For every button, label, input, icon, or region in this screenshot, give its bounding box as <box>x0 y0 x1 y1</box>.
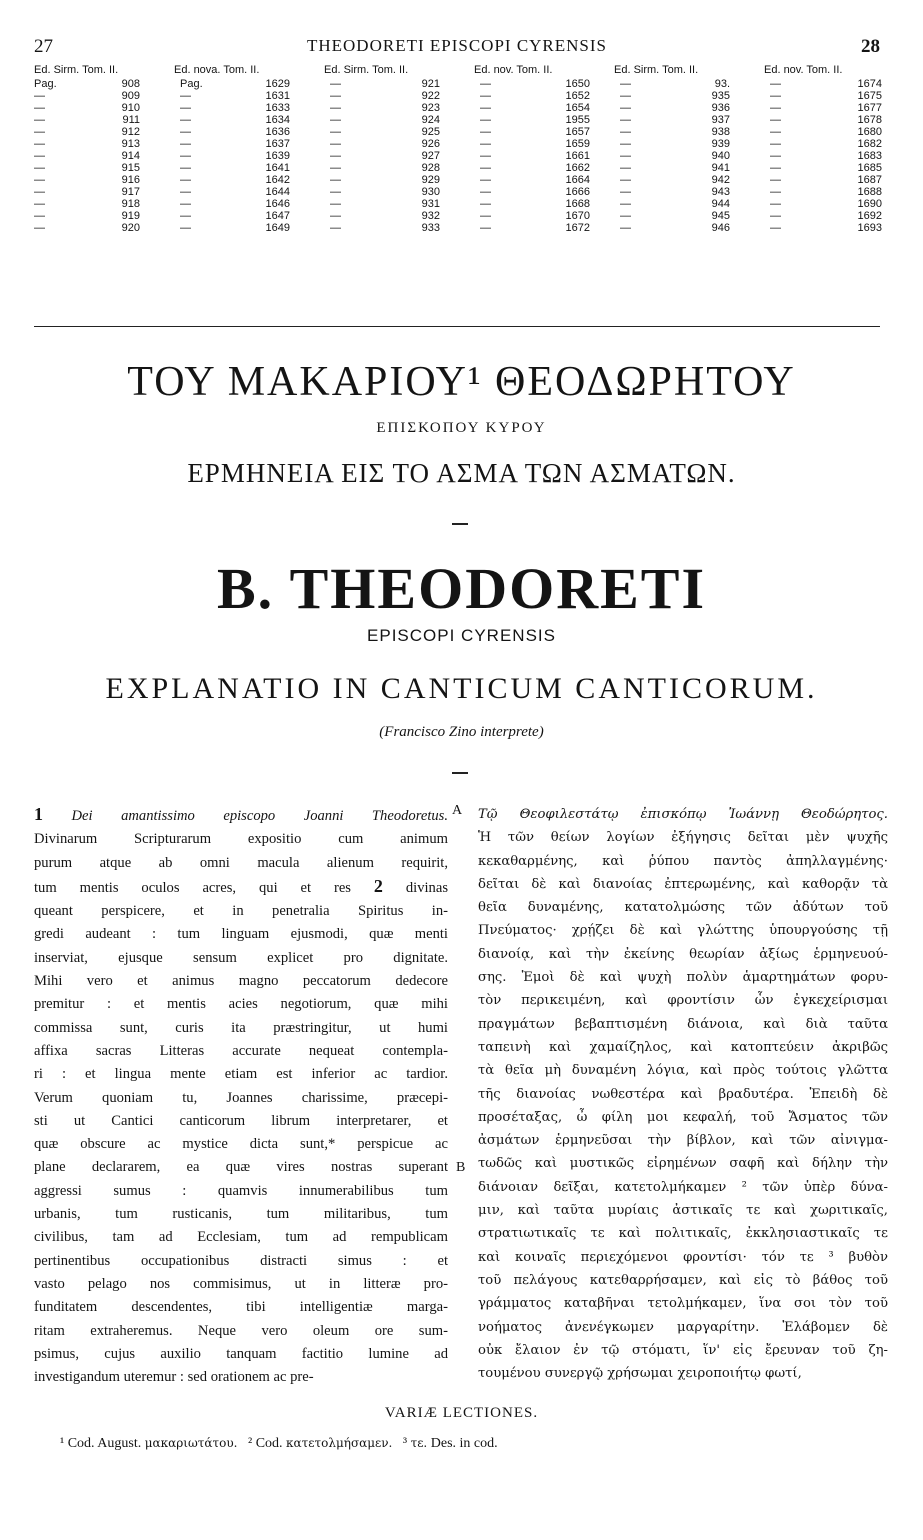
page-number-cell: 1678 <box>857 114 882 126</box>
greek-subtitle: ΕΠΙΣΚΟΠΟΥ ΚΥΡΟΥ <box>376 420 547 436</box>
page-number-cell: 1629 <box>265 78 290 90</box>
section-number: 1 <box>34 804 43 824</box>
page-number-cell: 945 <box>711 210 730 222</box>
dash: — <box>180 126 191 138</box>
page-number-cell: 1633 <box>265 102 290 114</box>
dash: — <box>480 222 491 234</box>
latin-line: Divinarum Scripturarum expositio cum animum <box>34 831 448 848</box>
dash: — <box>180 162 191 174</box>
page-number-cell: 931 <box>421 198 440 210</box>
page-number-cell: 1666 <box>565 186 590 198</box>
greek-line: στρατιωτικαῖς τε καὶ πολιτικαῖς, ἐκκλησιαστικαῖς τε <box>478 1226 888 1242</box>
dash: — <box>34 198 45 210</box>
latin-line: ri : et lingua mente etiam est inferior ac tardior. <box>34 1066 448 1083</box>
latin-line: commissa sunt, curis ita præstringitur, ut humi <box>34 1019 448 1036</box>
page-number-cell: 1672 <box>565 222 590 234</box>
dash: — <box>180 186 191 198</box>
dash: — <box>770 210 781 222</box>
page-number-cell: 909 <box>121 90 140 102</box>
concordance-header-cell: Ed. nov. Tom. II. <box>474 64 553 76</box>
dash: — <box>620 162 631 174</box>
dash: — <box>770 138 781 150</box>
dash: — <box>620 174 631 186</box>
page-number-cell: 1670 <box>565 210 590 222</box>
page-number-cell: 916 <box>121 174 140 186</box>
page-number-cell: 1664 <box>565 174 590 186</box>
page-number-cell: 942 <box>711 174 730 186</box>
concordance-row <box>34 114 884 126</box>
dash: — <box>180 102 191 114</box>
dash: — <box>770 198 781 210</box>
latin-line <box>34 875 448 900</box>
margin-letter-b: B <box>456 1160 466 1175</box>
latin-title: B. THEODORETI <box>216 556 707 621</box>
latin-work-title: EXPLANATIO IN CANTICUM CANTICORUM. <box>105 672 818 705</box>
greek-line: ταπεινὴ καὶ χαμαίζηλος, καὶ κατοπτεύειν ἀκριβῶς <box>478 1039 888 1055</box>
page-number-cell: 917 <box>121 186 140 198</box>
page-number-cell: 1687 <box>857 174 882 186</box>
page-number-cell: 1654 <box>565 102 590 114</box>
greek-line: μιν, καὶ ταῦτα μυρίαις ἀστικαῖς τε καὶ χωριτικαῖς, <box>478 1203 888 1219</box>
dash: — <box>620 150 631 162</box>
greek-line: κεκαθαρμένης, καὶ ῥύπου παντὸς ἀπηλλαγμένης· <box>478 853 888 869</box>
page-number-cell: 1693 <box>857 222 882 234</box>
greek-line: οὐκ ἔλαιον ἐν τῷ στόματι, ἵν' εἰς ἔρευναν τοῦ ζη- <box>478 1342 888 1358</box>
title-dash-2 <box>452 772 468 774</box>
dash: — <box>770 114 781 126</box>
latin-line: pertinentibus occupationibus distracti simus : et <box>34 1252 448 1269</box>
page-number-cell: 1647 <box>265 210 290 222</box>
concordance-row <box>34 198 884 210</box>
fn2-source: Cod. <box>255 1436 283 1451</box>
page-number-cell: 1634 <box>265 114 290 126</box>
dash: — <box>480 186 491 198</box>
dash: — <box>330 150 341 162</box>
page-number-cell: 924 <box>421 114 440 126</box>
dash: — <box>770 90 781 102</box>
page-number-cell: 918 <box>121 198 140 210</box>
page-number-cell: 1675 <box>857 90 882 102</box>
fn1-source: Cod. August. <box>67 1436 142 1451</box>
greek-line: γράμματος καταβῆναι τετολμήκαμεν, ἵνα σοι τὸν τοῦ <box>478 1296 888 1312</box>
page-number-cell: 912 <box>121 126 140 138</box>
dash: — <box>34 114 45 126</box>
page-number-cell: 1644 <box>265 186 290 198</box>
fn2-reading: κατετολμήσαμεν. <box>286 1436 393 1450</box>
concordance-row <box>34 102 884 114</box>
page-number-cell: 941 <box>711 162 730 174</box>
fn2-mark: ² <box>247 1436 253 1451</box>
page-number-cell: 1631 <box>265 90 290 102</box>
dash: — <box>330 114 341 126</box>
dash: — <box>180 90 191 102</box>
greek-line: τωδῶς καὶ μυστικῶς εἰρημένων σαφῆ καὶ δήλην τὴν <box>478 1156 888 1172</box>
title-dash <box>452 523 468 525</box>
greek-line: θεῖα δυναμένης, κατατολμώσης τῶν ἀδύτων τοῦ <box>478 900 888 916</box>
greek-line: διανοίᾳ, καὶ τὴν ἐκείνης θεωρίαν ἀξίως ἑρμηνευού- <box>478 946 888 962</box>
dash: — <box>480 174 491 186</box>
page-number-cell: 936 <box>711 102 730 114</box>
latin-line: aggressi sumus : quamvis innumerabilibus tum <box>34 1182 448 1199</box>
dash: — <box>620 138 631 150</box>
page-number-cell: 946 <box>711 222 730 234</box>
latin-line: affixa sacras Litteras accurate nequeat contempla- <box>34 1042 448 1059</box>
latin-line: purum atque ab omni macula alienum requirit, <box>34 854 448 871</box>
dash: — <box>34 186 45 198</box>
greek-line: τὸν περικειμένη, καὶ φροντίσιν ὧν ἐγκεχείρισμαι <box>478 993 888 1009</box>
greek-line: τοῦ πελάγους κατεθαρρήσαμεν, καὶ εἰς τὸ βάθος τοῦ <box>478 1272 888 1288</box>
page-number-cell: 925 <box>421 126 440 138</box>
latin-line: Verum quoniam tu, Joannes charissime, præcepi- <box>34 1089 448 1106</box>
concordance-row <box>34 162 884 174</box>
greek-line: τὰ θεῖα μὴ δυναμένη λόγια, καὶ πρὸς τούτοις γλῶττα <box>478 1063 888 1079</box>
dash: — <box>770 174 781 186</box>
page-number-cell: 915 <box>121 162 140 174</box>
dash: — <box>34 210 45 222</box>
greek-column <box>478 803 888 1385</box>
page-number-cell: 939 <box>711 138 730 150</box>
dash: — <box>770 222 781 234</box>
dash: — <box>480 198 491 210</box>
page-number-cell: 913 <box>121 138 140 150</box>
page-number-cell: 1668 <box>565 198 590 210</box>
page-number-cell: 1955 <box>565 114 590 126</box>
dash: — <box>620 90 631 102</box>
variae-lectiones-heading: VARIÆ LECTIONES. <box>384 1405 539 1421</box>
page-number-cell: 927 <box>421 150 440 162</box>
page-number-cell: 1659 <box>565 138 590 150</box>
dash: — <box>330 162 341 174</box>
latin-column <box>34 803 448 1389</box>
page-number-cell: 928 <box>421 162 440 174</box>
latin-line: sti ut Cantici canticorum librum interpretarer, et <box>34 1112 448 1129</box>
dash: — <box>330 210 341 222</box>
dash: — <box>180 174 191 186</box>
page-number-cell: 1688 <box>857 186 882 198</box>
dash: — <box>330 126 341 138</box>
page-number-cell: 919 <box>121 210 140 222</box>
greek-line: διάνοιαν δεῖξαι, κατετολμήκαμεν ² τῶν ὑπὲρ δύνα- <box>478 1179 888 1195</box>
dash: — <box>180 210 191 222</box>
dash: — <box>34 222 45 234</box>
page-number-cell: 920 <box>121 222 140 234</box>
latin-line: Mihi vero et animus magno peccatorum dedecore <box>34 973 448 990</box>
dash: — <box>770 162 781 174</box>
latin-line: queant perspicere, et in penetralia Spiritus in- <box>34 903 448 920</box>
page-number-cell: 930 <box>421 186 440 198</box>
dash: — <box>620 186 631 198</box>
fn3-reading: τε. <box>410 1436 428 1450</box>
page-number-cell: 937 <box>711 114 730 126</box>
page-number-cell: 1682 <box>857 138 882 150</box>
concordance-header-cell: Ed. nova. Tom. II. <box>174 64 260 76</box>
page-number-cell: 1661 <box>565 150 590 162</box>
concordance-header-cell: Ed. Sirm. Tom. II. <box>34 64 119 76</box>
page-number-cell: 1685 <box>857 162 882 174</box>
concordance-header-cell: Ed. nov. Tom. II. <box>764 64 843 76</box>
latin-line: quæ obscure ac mystice dicta sunt,* perspicue ac <box>34 1136 448 1153</box>
dash: — <box>330 90 341 102</box>
dash: — <box>620 102 631 114</box>
latin-line: ritam extraheremus. Neque vero oleum ore sum- <box>34 1322 448 1339</box>
latin-line: investigandum uteremur : sed orationem ac pre- <box>34 1369 314 1386</box>
dash: — <box>620 126 631 138</box>
concordance-header-cell: Ed. Sirm. Tom. II. <box>324 64 409 76</box>
page-number-cell: 921 <box>421 78 440 90</box>
greek-line: ἀσμάτων ἑρμηνεῦσαι τὴν βίβλον, καὶ τῶν αἰνιγμα- <box>478 1133 888 1149</box>
dash: — <box>620 198 631 210</box>
concordance-row <box>34 138 884 150</box>
concordance-row <box>34 90 884 102</box>
page-number-cell: 93. <box>714 78 730 90</box>
dash: — <box>330 222 341 234</box>
dash: — <box>330 138 341 150</box>
dash: — <box>330 174 341 186</box>
latin-line: psimus, cujus auxilio tanquam factitio lumine ad <box>34 1345 448 1362</box>
page-number-cell: 933 <box>421 222 440 234</box>
concordance-row <box>34 150 884 162</box>
greek-line: πραγμάτων βεβαπτισμένη διάνοια, καὶ διὰ ταῦτα <box>478 1016 888 1032</box>
greek-line: τουμένου συνεργῷ χρήσωμαι χειροποιήτῳ φωτί, <box>478 1366 802 1382</box>
dash: — <box>330 186 341 198</box>
running-title: THEODORETI EPISCOPI CYRENSIS <box>306 36 608 55</box>
dash: — <box>34 162 45 174</box>
dash: — <box>180 138 191 150</box>
page-number-cell: 1690 <box>857 198 882 210</box>
page-number-cell: 1677 <box>857 102 882 114</box>
concordance-row <box>34 222 884 234</box>
page-number-cell: 1692 <box>857 210 882 222</box>
page-number-cell: 1637 <box>265 138 290 150</box>
fn1-mark: ¹ <box>60 1436 65 1451</box>
latin-line: civilibus, tam ad Ecclesiam, tum ad rempublicam <box>34 1229 448 1246</box>
page-number-cell: 923 <box>421 102 440 114</box>
greek-line: σης. Ἐμοὶ δὲ καὶ ψυχὴ πολὺν ἁμαρτημάτων φορυ- <box>478 970 888 986</box>
latin-line: plane declararem, ea quæ vires nostras superant <box>34 1159 448 1176</box>
page-number-cell: 926 <box>421 138 440 150</box>
dash: — <box>620 210 631 222</box>
page-number-cell: 1650 <box>565 78 590 90</box>
latin-line: premitur : et mentis acies negotiorum, quæ mihi <box>34 996 448 1013</box>
concordance-table <box>34 64 884 234</box>
page-number-cell: 943 <box>711 186 730 198</box>
page-number-cell: 1674 <box>857 78 882 90</box>
concordance-row <box>34 174 884 186</box>
dash: — <box>770 186 781 198</box>
greek-address: Τῷ Θεοφιλεστάτῳ ἐπισκόπῳ Ἰωάννῃ Θεοδώρητος. <box>478 807 888 822</box>
latin-line: vasto pelago nos commisimus, ut in litteræ pro- <box>34 1275 448 1292</box>
dash: — <box>620 78 631 90</box>
greek-line: προσέταξας, ὦ φίλη μοι κεφαλή, τοῦ Ἄσματος τῶν <box>478 1109 888 1125</box>
latin-line-text: tum mentis oculos acres, qui et res <box>34 879 351 896</box>
page-number-cell: 1636 <box>265 126 290 138</box>
page-number-cell: 929 <box>421 174 440 186</box>
page-number-cell: 1642 <box>265 174 290 186</box>
dash: — <box>770 150 781 162</box>
section-rule <box>34 326 880 327</box>
dash: — <box>34 150 45 162</box>
dash: — <box>330 78 341 90</box>
dash: — <box>34 126 45 138</box>
dash: — <box>480 114 491 126</box>
concordance-header-cell: Ed. Sirm. Tom. II. <box>614 64 699 76</box>
dash: — <box>770 102 781 114</box>
greek-line: Ἡ τῶν θείων λογίων ἐξήγησις δεῖται μὲν ψυχῆς <box>478 830 888 846</box>
margin-letter-a: A <box>452 803 463 818</box>
dash: — <box>34 174 45 186</box>
running-head <box>34 36 880 58</box>
latin-line: funditatem descendentes, tibi intelligentiæ marga- <box>34 1299 448 1316</box>
greek-work-title: ΕΡΜΗΝΕΙΑ ΕΙΣ ΤΟ ΑΣΜΑ ΤΩΝ ΑΣΜΑΤΩΝ. <box>187 458 736 488</box>
fn1-reading: μακαριωτάτου. <box>144 1436 238 1450</box>
latin-line: urbanis, tum rusticanis, tum militaribus, tum <box>34 1206 448 1223</box>
dash: — <box>480 78 491 90</box>
page-number-cell: 938 <box>711 126 730 138</box>
dash: — <box>770 126 781 138</box>
inline-section-number: 2 <box>373 875 383 896</box>
page-number-cell: 1662 <box>565 162 590 174</box>
dash: — <box>480 90 491 102</box>
greek-line: Πνεύματος· χρῄζει δὲ καὶ γλώττης ὑπουργούσης τῇ <box>478 923 888 939</box>
greek-title: ΤΟΥ ΜΑΚΑΡΙΟΥ¹ ΘΕΟΔΩΡΗΤΟΥ <box>127 359 796 405</box>
page-number-right: 28 <box>861 36 880 57</box>
latin-address-line <box>34 803 448 828</box>
concordance-row <box>34 78 884 90</box>
dash: — <box>180 198 191 210</box>
page-number-cell: 940 <box>711 150 730 162</box>
dash: — <box>620 222 631 234</box>
concordance-row <box>34 210 884 222</box>
dash: — <box>770 78 781 90</box>
concordance-row <box>34 186 884 198</box>
page-number-cell: 911 <box>122 114 140 126</box>
dash: — <box>330 198 341 210</box>
page-number-cell: 1657 <box>565 126 590 138</box>
page-number-cell: 932 <box>421 210 440 222</box>
page-number-cell: 1639 <box>265 150 290 162</box>
latin-line: inserviat, ejusque sensum explicet pro dignitate. <box>34 949 448 966</box>
greek-line: δεῖται δὲ καὶ διανοίας ἐπτερωμένης, καὶ καθορᾷν τὰ <box>478 876 888 892</box>
page-number-cell: 1680 <box>857 126 882 138</box>
dash: — <box>180 150 191 162</box>
latin-address: Dei amantissimo episcopo Joanni Theodoretus. <box>71 808 448 824</box>
interpreter-note: (Francisco Zino interprete) <box>379 724 544 740</box>
dash: — <box>480 210 491 222</box>
page-number-cell: 910 <box>121 102 140 114</box>
page-number-cell: 1646 <box>265 198 290 210</box>
greek-line: καὶ κοιναῖς περιεχόμενοι φροντίσι· τόν τε ³ βυθὸν <box>478 1249 888 1265</box>
latin-line: gredi audeant : tum linguam ejusmodi, quæ menti <box>34 926 448 943</box>
dash: — <box>480 126 491 138</box>
footnotes <box>60 1436 498 1452</box>
dash: — <box>480 162 491 174</box>
concordance-row <box>34 126 884 138</box>
page-number-cell: 908 <box>121 78 140 90</box>
dash: — <box>480 138 491 150</box>
dash: — <box>34 102 45 114</box>
page-number-cell: 1652 <box>565 90 590 102</box>
page-number-cell: 944 <box>711 198 730 210</box>
pag-label: Pag. <box>180 78 203 90</box>
dash: — <box>480 150 491 162</box>
fn3-note: Des. in cod. <box>430 1436 498 1451</box>
page-number-left: 27 <box>34 36 53 57</box>
page-number-cell: 922 <box>421 90 440 102</box>
dash: — <box>180 222 191 234</box>
dash: — <box>34 90 45 102</box>
concordance-header <box>34 64 884 78</box>
dash: — <box>330 102 341 114</box>
dash: — <box>480 102 491 114</box>
latin-line-tail: divinas <box>405 879 449 896</box>
latin-subtitle: EPISCOPI CYRENSIS <box>367 626 556 645</box>
pag-label: Pag. <box>34 78 57 90</box>
greek-line: τῆς διανοίας νωθεστέρα καὶ βραδυτέρα. Ἐπειδὴ δὲ <box>478 1086 888 1102</box>
fn3-mark: ³ <box>402 1436 408 1451</box>
page-number-cell: 1641 <box>265 162 290 174</box>
greek-line: νοήματος ἀνενέγκωμεν μαργαρίτην. Ἐλάβομεν δὲ <box>478 1319 888 1335</box>
page-number-cell: 914 <box>121 150 140 162</box>
page-number-cell: 1683 <box>857 150 882 162</box>
page-number-cell: 1649 <box>265 222 290 234</box>
page-number-cell: 935 <box>711 90 730 102</box>
dash: — <box>34 138 45 150</box>
dash: — <box>180 114 191 126</box>
dash: — <box>620 114 631 126</box>
